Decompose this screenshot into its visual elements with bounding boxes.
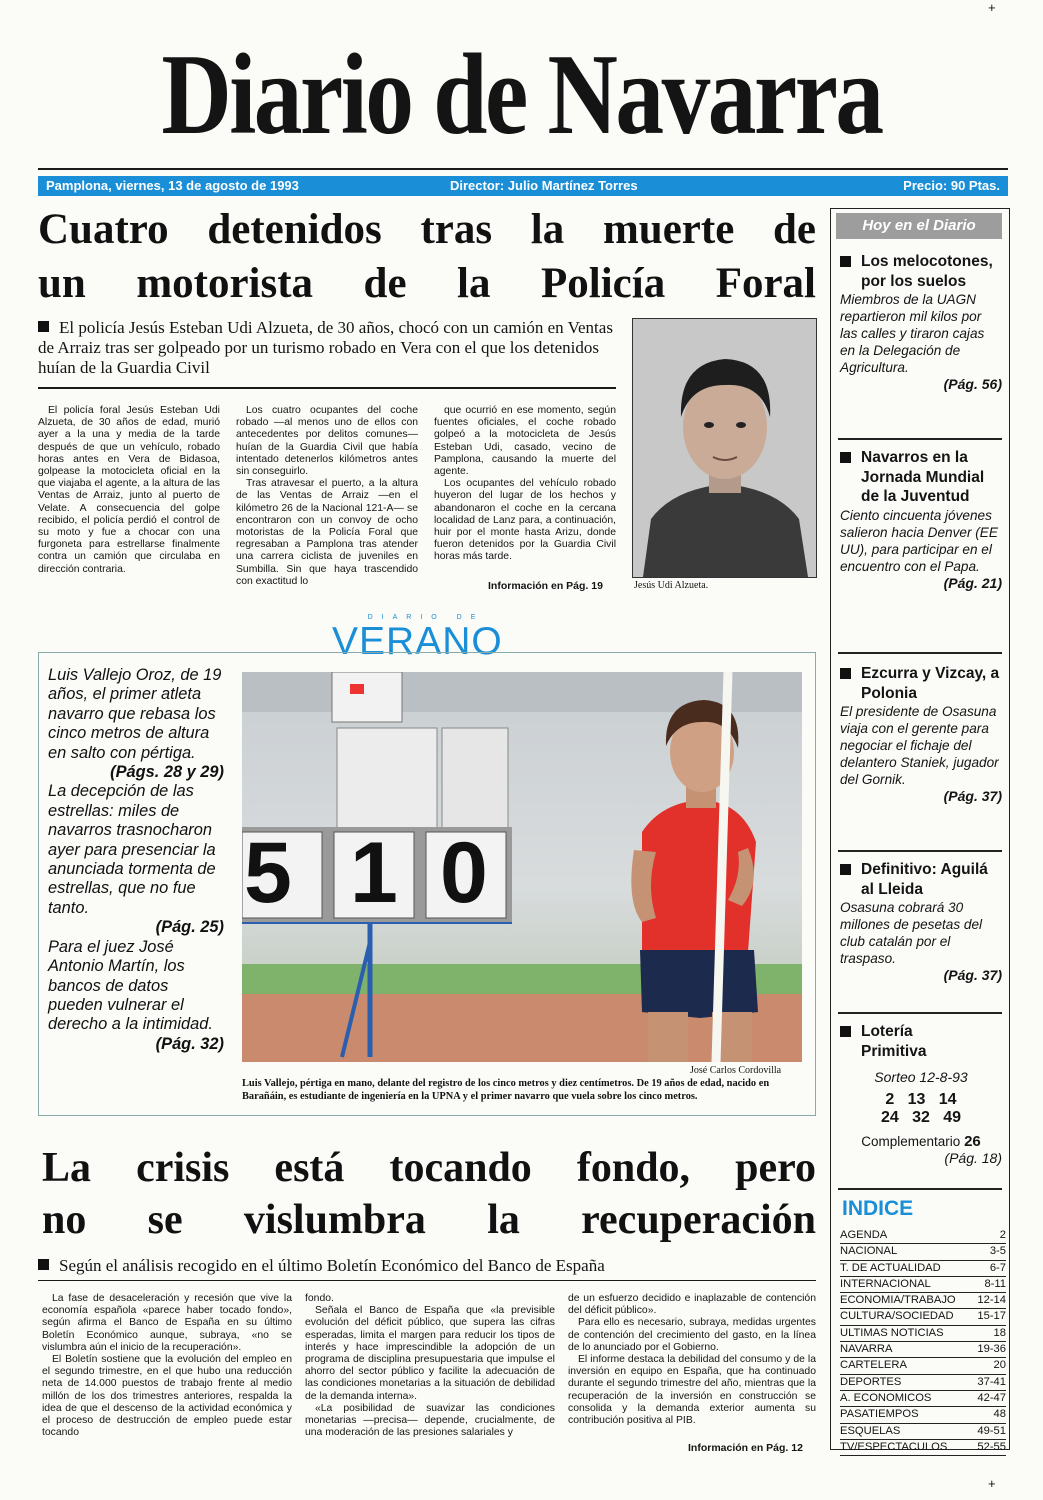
sidebar-item-body: Ciento cincuenta jóvenes salieron hacia Denver (EE UU), para participar en el encuentro con el Papa. xyxy=(840,507,998,574)
index-row: INTERNACIONAL 8-11 xyxy=(840,1277,1006,1293)
dateline-director: Director: Julio Martínez Torres xyxy=(450,178,638,193)
scoreboard-digit: 1 xyxy=(350,825,398,921)
index-title: INDICE xyxy=(842,1197,914,1220)
registration-mark-icon: + xyxy=(988,1476,996,1491)
scoreboard-digit: 0 xyxy=(440,825,488,921)
verano-photo-caption: Luis Vallejo, pértiga en mano, delante del registro de los cinco metros y diez centímetros. De 19 años de edad, nacido en Barañáin, es estudiante de ingeniería en la UPNA y el primer navarro que vuela sobre los cinco metros. xyxy=(242,1078,770,1102)
sidebar-item-body: Miembros de la UAGN repartieron mil kilos por las calles y tiraron cajas en la Delegación de Agricultura. xyxy=(840,292,985,375)
second-deck xyxy=(38,1256,808,1276)
sidebar-item xyxy=(840,860,1002,983)
sidebar-item-ref: (Pág. 37) xyxy=(943,967,1002,983)
index-row: NACIONAL 3-5 xyxy=(840,1244,1006,1260)
second-column-2 xyxy=(305,1293,555,1439)
verano-item-ref: (Pág. 25) xyxy=(155,918,224,937)
second-headline-line2: no se vislumbra la recuperación xyxy=(42,1197,816,1243)
lead-col3-p1: que ocurrió en ese momento, según fuentes oficiales, el coche robado golpeó a la motocicleta de Jesús Esteban Udi, casado, vecino de Pamplona, causando la muerte del agente. xyxy=(434,405,616,478)
verano-item xyxy=(48,666,224,782)
bullet-square-icon xyxy=(840,668,851,679)
second-deck-rule xyxy=(38,1280,816,1281)
verano-side-column xyxy=(48,666,224,1054)
sidebar-item xyxy=(840,664,1002,804)
verano-photo xyxy=(242,672,802,1062)
second-info-ref: Información en Pág. 12 xyxy=(688,1442,803,1454)
sidebar-item-ref: (Pág. 37) xyxy=(943,788,1002,804)
lottery-ref: (Pág. 18) xyxy=(944,1150,1002,1166)
lottery-comp-label: Complementario xyxy=(861,1134,961,1149)
lead-column-3 xyxy=(434,405,616,564)
index-row: A. ECONOMICOS 42-47 xyxy=(840,1391,1006,1407)
second-col2-p2: Señala el Banco de España que «la previsible evolución del déficit público, que supera las cifras esperadas, limita el margen para reducir los tipos de interés y hace imprescindible la adopción de un programa de disciplina presupuestaria que impulse el ahorro del sector público y facilite la adecuación de las condiciones monetarias a la situación de debilidad de la demanda interna». xyxy=(305,1305,555,1402)
index-list xyxy=(840,1228,1006,1456)
sidebar-item-body: Osasuna cobrará 30 millones de pesetas del club catalán por el traspaso. xyxy=(840,900,983,966)
verano-item-ref: (Pág. 32) xyxy=(155,1034,224,1053)
lead-column-2 xyxy=(236,405,418,588)
lead-column-1 xyxy=(38,405,220,576)
lottery-draw: Sorteo 12-8-93 xyxy=(874,1069,968,1085)
dateline-date: Pamplona, viernes, 13 de agosto de 1993 xyxy=(46,178,299,193)
bullet-square-icon xyxy=(38,1259,49,1270)
lottery-complementario xyxy=(840,1133,1002,1150)
sidebar-item-body: El presidente de Osasuna viaja con el gerente para negociar el fichaje del delantero Staniek, jugador del Gornik. xyxy=(840,704,999,787)
lead-col3-p2: Los ocupantes del vehículo robado huyeron del lugar de los hechos y abandonaron el coche en la cercana localidad de Lanz para, a continuación, huir por el monte hasta Arizu, donde fueron detenidos por la Guardia Civil horas más tarde. xyxy=(434,478,616,563)
sidebar-item-ref: (Pág. 21) xyxy=(943,574,1002,591)
second-headline-line1: La crisis está tocando fondo, pero xyxy=(42,1145,816,1191)
verano-item-text: Para el juez José Antonio Martín, los bancos de datos pueden vulnerar el derecho a la intimidad. xyxy=(48,937,213,1034)
lead-deck-text: El policía Jesús Esteban Udi Alzueta, de 30 años, chocó con un camión en Ventas de Arraiz tras ser golpeado por un turismo robado en Vera con el que los detenidos huían de la Guardia Civil xyxy=(38,318,613,377)
index-row: ESQUELAS 49-51 xyxy=(840,1424,1006,1440)
scoreboard-digit: 5 xyxy=(244,825,292,921)
lottery-title: Lotería Primitiva xyxy=(840,1022,1002,1061)
lead-photo-caption: Jesús Udi Alzueta. xyxy=(634,580,709,591)
lottery-box xyxy=(840,1022,1002,1166)
portrait-photo-icon xyxy=(633,319,816,577)
sidebar-item-title: Ezcurra y Vizcay, a Polonia xyxy=(840,664,1002,703)
second-col1-p2: El Boletín sostiene que la evolución del empleo en el segundo trimestre, en el que hubo una reducción neta de 14.000 puestos de trabajo frente al medio millón de los dos trimestres anteriores, respalda la idea de que el descenso de la actividad económica y el proceso de destrucción de empleo puede estar tocando xyxy=(42,1354,292,1439)
lead-headline-line2: un motorista de la Policía Foral xyxy=(38,260,816,307)
verano-item-text: Luis Vallejo Oroz, de 19 años, el primer atleta navarro que rebasa los cinco metros de altura en salto con pértiga. xyxy=(48,666,222,762)
dateline-bar xyxy=(38,176,1008,196)
index-row: ULTIMAS NOTICIAS 18 xyxy=(840,1326,1006,1342)
sidebar-divider xyxy=(838,850,1002,852)
lottery-comp-value: 26 xyxy=(964,1133,981,1150)
bullet-square-icon xyxy=(38,321,49,332)
index-row: AGENDA 2 xyxy=(840,1228,1006,1244)
index-row: DEPORTES 37-41 xyxy=(840,1375,1006,1391)
masthead-rule xyxy=(38,168,1008,170)
sidebar-item-title: Navarros en la Jornada Mundial de la Juventud xyxy=(840,448,1002,507)
bullet-square-icon xyxy=(840,1026,851,1037)
sidebar-divider xyxy=(838,652,1002,654)
index-row: CARTELERA 20 xyxy=(840,1358,1006,1374)
lottery-numbers-row1: 2 13 14 xyxy=(885,1091,957,1108)
index-row: ECONOMIA/TRABAJO 12-14 xyxy=(840,1293,1006,1309)
lottery-numbers-row2: 24 32 49 xyxy=(880,1109,962,1126)
sidebar-item-title: Los melocotones, por los suelos xyxy=(840,252,1002,291)
verano-item-ref: (Págs. 28 y 29) xyxy=(110,763,224,782)
second-col1-p1: La fase de desaceleración y recesión que vive la economía española «parece haber tocado fondo», según afirma el Banco de España en su último Boletín Económico aunque, subraya, «no se vislumbra aún el inicio de la recuperación». xyxy=(42,1293,292,1353)
verano-photo-credit: José Carlos Cordovilla xyxy=(690,1065,782,1076)
verano-item xyxy=(48,938,224,1054)
sidebar-divider xyxy=(838,1012,1002,1014)
sidebar-divider xyxy=(838,1188,1002,1190)
second-column-1 xyxy=(42,1293,292,1439)
bullet-square-icon xyxy=(840,452,851,463)
second-column-3 xyxy=(568,1293,816,1427)
verano-banner: VERANO xyxy=(332,620,503,663)
lead-info-ref: Información en Pág. 19 xyxy=(488,580,603,592)
sidebar-header: Hoy en el Diario xyxy=(836,213,1002,239)
lead-col2-p2: Tras atravesar el puerto, a la altura de las Ventas de Arraiz —en el kilómetro 26 de la Nacional 121-A— se encontraron con un convoy de ocho motoristas de la Policía Foral que regresaban a Pamplona tras atender una carrera ciclista de juveniles en Sumbilla. Sin que haya trascendido con exactitud lo xyxy=(236,478,418,587)
lead-deck-rule xyxy=(38,387,616,389)
second-col3-p3: El informe destaca la debilidad del consumo y de la inversión en equipo en España, que ha continuado durante el segundo trimestre del año, mientras que la recuperación de la inversión en construcción se consolida y la demanda exterior aumenta su contribución positiva al PIB. xyxy=(568,1354,816,1427)
index-row: T. DE ACTUALIDAD 6-7 xyxy=(840,1261,1006,1277)
sidebar-item xyxy=(840,252,1002,392)
lead-col1-p1: El policía foral Jesús Esteban Udi Alzueta, de 30 años de edad, murió ayer a la una y media de la tarde después de que un vehículo, robado horas antes en Vera de Bidasoa, golpease la motocicleta oficial en la que viajaba el agente, a la altura de las Ventas de Arraiz, junto al puerto de Velate. A consecuencia del golpe recibido, el policía perdió el control de su moto y fue a chocar con una furgoneta para estrellarse finalmente contra un camión que circulaba en dirección contraria. xyxy=(38,405,220,575)
second-col2-p1: fondo. xyxy=(305,1293,334,1304)
sidebar-item xyxy=(840,448,1002,591)
lead-photo xyxy=(632,318,817,578)
index-row: CULTURA/SOCIEDAD 15-17 xyxy=(840,1309,1006,1325)
verano-item xyxy=(48,782,224,937)
index-row: PASATIEMPOS 48 xyxy=(840,1407,1006,1423)
sidebar-divider xyxy=(838,438,1002,440)
sidebar-item-ref: (Pág. 56) xyxy=(943,376,1002,392)
bullet-square-icon xyxy=(840,256,851,267)
pole-vault-photo-icon xyxy=(242,672,802,1062)
second-col3-p2: Para ello es necesario, subraya, medidas urgentes de contención del crecimiento del gasto, en la línea de lo anunciado por el Gobierno. xyxy=(568,1317,816,1353)
sidebar-item-title: Definitivo: Aguilá al Lleida xyxy=(840,860,1002,899)
verano-banner-small: DIARIO DE xyxy=(367,614,485,621)
lead-col2-p1: Los cuatro ocupantes del coche robado —al menos uno de ellos con antecedentes por delitos comunes— huían de la Guardia Civil que había intentado detenerlos kilómetros antes sin conseguirlo. xyxy=(236,405,418,478)
index-row: NAVARRA 19-36 xyxy=(840,1342,1006,1358)
masthead-title: Diario de Navarra xyxy=(161,31,882,159)
second-deck-text: Según el análisis recogido en el último Boletín Económico del Banco de España xyxy=(59,1256,605,1275)
dateline-price: Precio: 90 Ptas. xyxy=(903,178,1000,193)
second-col2-p3: «La posibilidad de suavizar las condiciones monetarias —precisa— depende, crucialmente, de una moderación de las presiones salariales y xyxy=(305,1402,555,1439)
second-col3-p1: de un esfuerzo decidido e inaplazable de contención del déficit público». xyxy=(568,1293,816,1317)
registration-mark-icon: + xyxy=(988,0,996,15)
index-row: TV/ESPECTACULOS 52-55 xyxy=(840,1440,1006,1456)
lead-headline-line1: Cuatro detenidos tras la muerte de xyxy=(38,206,816,253)
lead-deck xyxy=(38,318,616,378)
verano-item-text: La decepción de las estrellas: miles de navarros trasnocharon ayer para presenciar la anunciada tormenta de estrellas, que no fue tanto. xyxy=(48,782,216,917)
bullet-square-icon xyxy=(840,864,851,875)
